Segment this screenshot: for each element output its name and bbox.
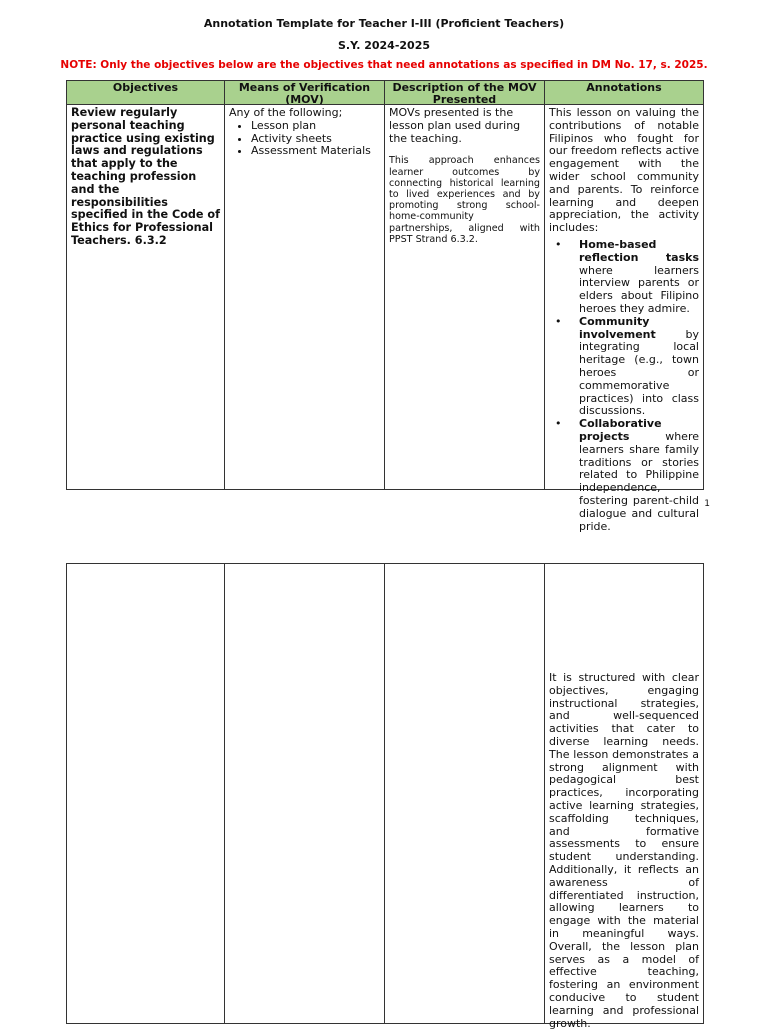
header-mov: Means of Verification (MOV) <box>224 80 385 105</box>
mov-item-assessment-materials: • Assessment Materials <box>251 145 380 158</box>
mov-list <box>229 120 380 158</box>
school-year: S.Y. 2024-2025 <box>337 39 431 52</box>
page-number: 1 <box>704 499 710 509</box>
annotation-continued-spacer <box>545 564 703 616</box>
annotation-item-text: where learners share family traditions or stories related to Philippine independence, fostering parent-child dialogue and cultural pride. <box>579 429 699 533</box>
annotation-item-collaborative <box>555 417 699 533</box>
annotation-item-text: where learners interview parents or elders about Filipino heroes they admire. <box>579 263 699 315</box>
header-annotations: Annotations <box>544 80 704 105</box>
annotation-item-text: by integrating local heritage (e.g., town heroes or commemorative practices) into class discussions. <box>579 327 699 418</box>
annotation-item-community <box>555 314 699 418</box>
header-objectives: Objectives <box>66 80 225 105</box>
mov-cell <box>224 104 385 490</box>
mov-item-activity-sheets: • Activity sheets <box>251 133 380 146</box>
annotation-item-title: Community involvement <box>579 314 656 341</box>
document-title: Annotation Template for Teacher I-III (Proficient Teachers) <box>203 17 565 30</box>
objective-text: Review regularly personal teaching practice using existing laws and regulations that apply to the teaching profession and the responsibilities specified in the Code of Ethics for Professional Teachers. 6.3.2 <box>71 106 220 247</box>
header-description: Description of the MOV Presented <box>384 80 545 105</box>
mov-item-lesson-plan: • Lesson plan <box>251 120 380 133</box>
description-cell-continued <box>384 563 545 1024</box>
objective-cell-continued <box>66 563 225 1024</box>
annotations-cell-continued <box>544 563 704 1030</box>
description-cell <box>384 104 545 490</box>
objective-cell <box>66 104 225 490</box>
bullet-glyph: • <box>555 314 562 328</box>
mov-intro: Any of the following; <box>229 106 343 119</box>
annotation-intro: This lesson on valuing the contributions of notable Filipinos who fought for our freedom reflects active engagement with the wider school community and parents. To reinforce learning and deepen appreciation, the activity includes: <box>549 106 699 235</box>
annotation-item-home-based <box>555 237 699 316</box>
mov-cell-continued <box>224 563 385 1024</box>
bullet-glyph: • <box>555 417 562 431</box>
annotation-closing: It is structured with clear objectives, engaging instructional strategies, and well-sequenced activities that cater to diverse learning needs. The lesson demonstrates a strong alignment with pedagogical best practices, incorporating active learning strategies, scaffolding techniques, and formative assessments to ensure student understanding. Additionally, it reflects an awareness of differentiated instruction, allowing learners to engage with the material in meaningful ways. Overall, the lesson plan serves as a model of effective teaching, fostering an environment conducive to student learning and professional growth. <box>549 671 699 1030</box>
bullet-glyph: • <box>555 237 562 251</box>
annotation-item-title: Collaborative projects <box>579 417 662 443</box>
annotation-list <box>549 239 699 533</box>
note-text: NOTE: Only the objectives below are the objectives that need annotations as specified in DM No. 17, s. 2025. <box>60 59 708 71</box>
annotation-item-title: Home-based reflection tasks <box>579 237 699 264</box>
description-paragraph-1: MOVs presented is the lesson plan used during the teaching. <box>389 106 521 145</box>
description-paragraph-2: This approach enhances learner outcomes by connecting historical learning to lived experiences and by promoting strong school-home-community partnerships, aligned with PPST Strand 6.3.2. <box>389 155 540 245</box>
annotations-cell <box>544 104 704 533</box>
